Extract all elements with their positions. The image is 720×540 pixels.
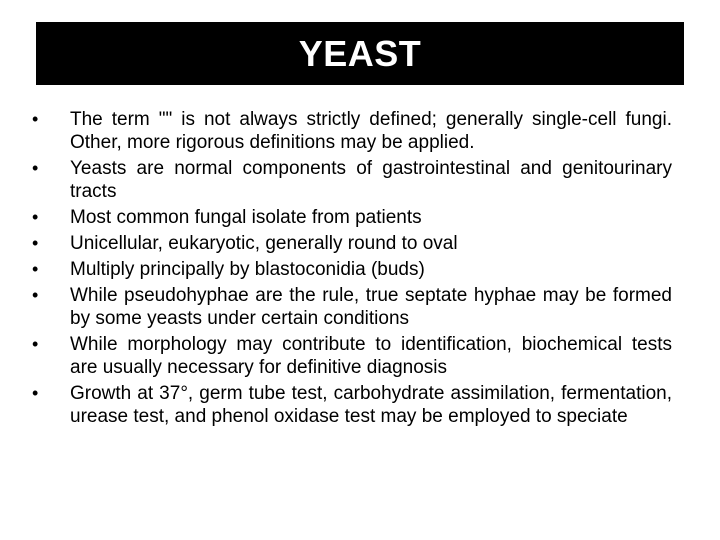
bullet-icon: • [32, 285, 39, 305]
bullet-item-unicellular [32, 232, 672, 255]
bullet-text: Yeasts are normal components of gastrointestinal and genitourinary tracts [70, 158, 672, 202]
title-banner [36, 22, 684, 85]
bullet-text: Multiply principally by blastoconidia (buds) [70, 259, 425, 280]
bullet-text: The term "" is not always strictly defined; generally single-cell fungi. Other, more rigorous definitions may be applied. [70, 109, 672, 153]
bullet-text: Unicellular, eukaryotic, generally round to oval [70, 233, 458, 254]
bullet-item-common-isolate [32, 206, 672, 229]
bullet-icon: • [32, 109, 39, 129]
bullet-list [32, 108, 672, 431]
bullet-icon: • [32, 207, 39, 227]
bullet-item-morphology [32, 333, 672, 379]
bullet-text: Most common fungal isolate from patients [70, 207, 422, 228]
bullet-icon: • [32, 233, 39, 253]
bullet-icon: • [32, 383, 39, 403]
bullet-icon: • [32, 334, 39, 354]
bullet-item-definition [32, 108, 672, 154]
bullet-icon: • [32, 259, 39, 279]
bullet-item-normal-components [32, 157, 672, 203]
bullet-item-blastoconidia [32, 258, 672, 281]
bullet-text: While pseudohyphae are the rule, true septate hyphae may be formed by some yeasts under certain conditions [70, 285, 672, 329]
bullet-item-speciation-tests [32, 382, 672, 428]
bullet-text: While morphology may contribute to identification, biochemical tests are usually necessary for definitive diagnosis [70, 334, 672, 378]
slide-title: YEAST [298, 32, 422, 74]
bullet-item-hyphae [32, 284, 672, 330]
bullet-text: Growth at 37°, germ tube test, carbohydrate assimilation, fermentation, urease test, and phenol oxidase test may be employed to speciate [70, 383, 672, 427]
bullet-icon: • [32, 158, 39, 178]
